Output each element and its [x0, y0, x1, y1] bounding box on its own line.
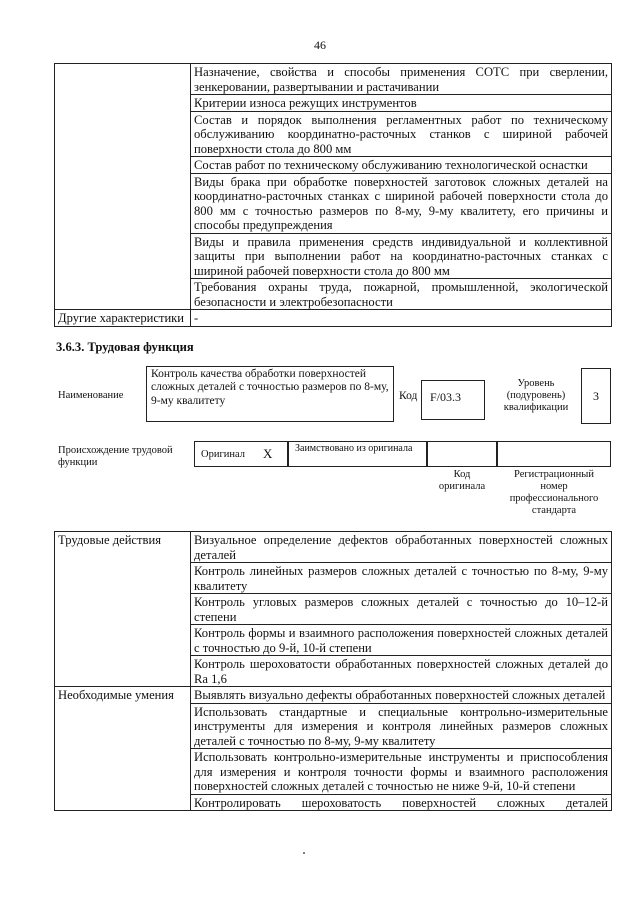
knowledge-item: Виды брака при обработке поверхностей заготовок сложных деталей на координатно-расточных станках с шириной рабочей поверхности стола до 800 мм с точностью размеров по 8-му, 9-му квалитету, его причины и способы предупреждения	[191, 173, 612, 233]
function-name-box	[146, 366, 394, 422]
registration-number-caption: Регистрационный номер профессионального стандарта	[509, 469, 599, 516]
level-value: 3	[593, 389, 599, 403]
original-code-caption: Код оригинала	[438, 469, 486, 492]
labor-action-item: Контроль шероховатости обработанных поверхностей сложных деталей до Ra 1,6	[191, 656, 612, 687]
function-name: Контроль качества обработки поверхностей сложных деталей с точностью размеров по 8-му, 9-му квалитету	[151, 368, 389, 407]
other-characteristics-value: -	[191, 310, 612, 327]
labor-action-item: Контроль линейных размеров сложных деталей с точностью по 8-му, 9-му квалитету	[191, 563, 612, 594]
labor-action-item: Контроль угловых размеров сложных деталей с точностью до 10–12-й степени	[191, 594, 612, 625]
original-code-box	[427, 441, 497, 467]
labor-actions-table	[54, 531, 612, 811]
section-heading: 3.6.3. Трудовая функция	[56, 340, 194, 354]
code-value: F/03.3	[430, 390, 462, 404]
knowledge-item: Требования охраны труда, пожарной, промышленной, экологической безопасности и электробезопасности	[191, 279, 612, 310]
borrowed-label: Заимствовано из оригинала	[295, 443, 413, 454]
knowledge-item: Виды и правила применения средств индивидуальной и коллективной защиты при выполнении работ на координатно-расточных станках с шириной рабочей поверхности стола до 800 мм	[191, 233, 612, 279]
skill-item: Использовать стандартные и специальные контрольно-измерительные инструменты для измерения и контроля линейных размеров сложных деталей с точностью по 8-му, 9-му квалитету	[191, 703, 612, 749]
table-row	[55, 687, 612, 704]
knowledge-item: Критерии износа режущих инструментов	[191, 95, 612, 112]
other-characteristics-label: Другие характеристики	[55, 310, 191, 327]
registration-number-box	[497, 441, 611, 467]
labor-action-item: Контроль формы и взаимного расположения поверхностей сложных деталей с точностью до 9-й, 10-й степени	[191, 625, 612, 656]
table-row	[55, 532, 612, 563]
code-label: Код	[399, 390, 418, 402]
labor-actions-label: Трудовые действия	[55, 532, 191, 687]
level-label: Уровень (подуровень) квалификации	[503, 378, 569, 413]
original-box	[194, 441, 288, 467]
skill-item: Использовать контрольно-измерительные инструменты и приспособления для измерения и контроля точности формы и взаимного расположения поверхностей сложных деталей с точностью не ниже 9-й, 10-й степени	[191, 749, 612, 795]
knowledge-table	[54, 63, 612, 327]
scan-speck	[303, 852, 305, 854]
skill-item: Контролировать шероховатость поверхностей сложных деталей	[191, 794, 612, 811]
knowledge-item: Состав работ по техническому обслуживанию технологической оснастки	[191, 157, 612, 174]
knowledge-item: Назначение, свойства и способы применения СОТС при сверлении, зенкеровании, развертывании и растачивании	[191, 64, 612, 95]
original-label: Оригинал	[201, 449, 245, 460]
name-label: Наименование	[58, 390, 124, 401]
skill-item: Выявлять визуально дефекты обработанных поверхностей сложных деталей	[191, 687, 612, 704]
row-label	[55, 64, 191, 310]
knowledge-item: Состав и порядок выполнения регламентных работ по техническому обслуживанию координатно-расточных станков с шириной рабочей поверхности стола до 800 мм	[191, 111, 612, 157]
borrowed-box	[288, 441, 427, 467]
origin-label: Происхождение трудовой функции	[58, 445, 173, 468]
original-mark: X	[263, 446, 273, 461]
page-number: 46	[314, 38, 326, 52]
table-row	[55, 64, 612, 95]
table-row	[55, 310, 612, 327]
labor-action-item: Визуальное определение дефектов обработанных поверхностей сложных деталей	[191, 532, 612, 563]
code-box	[421, 380, 485, 420]
level-box	[581, 368, 611, 424]
required-skills-label: Необходимые умения	[55, 687, 191, 811]
